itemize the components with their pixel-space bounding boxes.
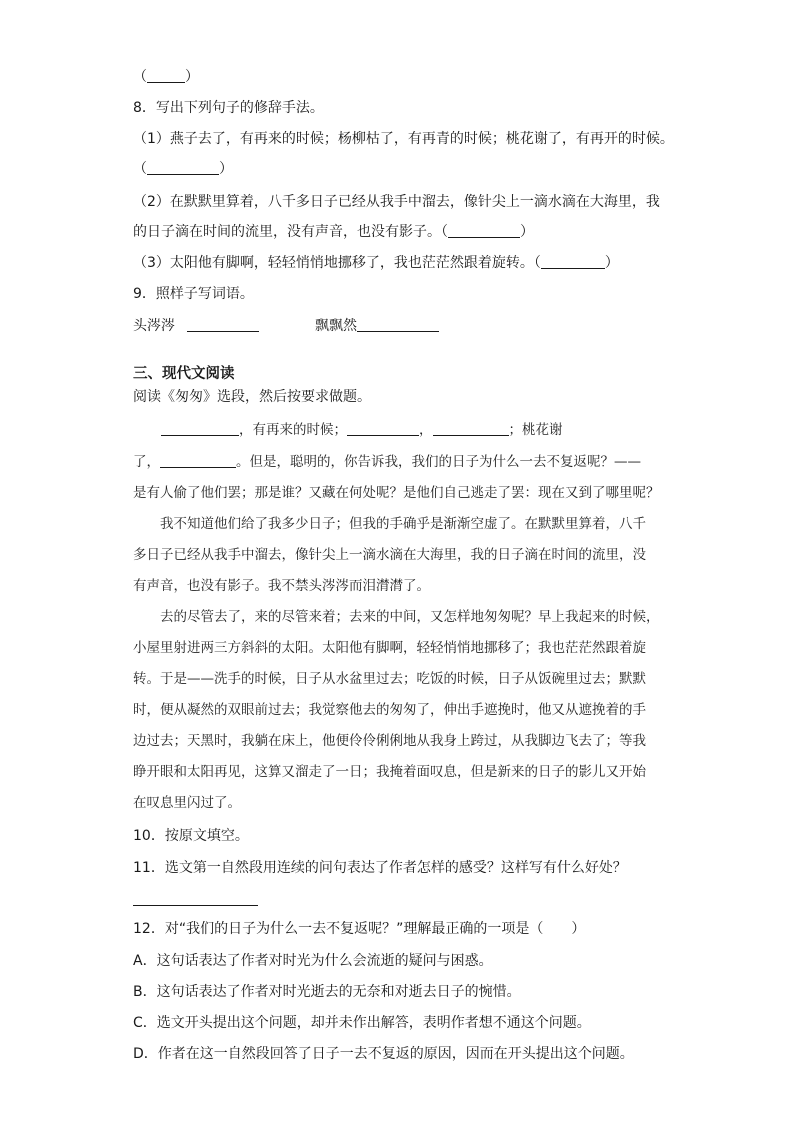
question-8-item-1: （1）燕子去了，有再来的时候；杨柳枯了，有再青的时候；桃花谢了，有再开的时候。 [133,131,674,147]
answer-blank[interactable] [147,68,185,83]
question-9-examples [133,316,439,336]
answer-blank[interactable] [160,454,236,468]
question-12-option-d[interactable]: D．作者在这一自然段回答了日子一去不复返的原因，因而在开头提出这个问题。 [133,1046,634,1062]
answer-blank[interactable] [161,422,239,436]
answer-blank-line: （ ） [133,69,199,85]
passage-line-8: 小屋里射进两三方斜斜的太阳。太阳他有脚啊，轻轻悄悄地挪移了；我也茫茫然跟着旋 [133,640,646,656]
answer-blank[interactable] [433,422,509,436]
passage-line-2: 了， 。但是，聪明的，你告诉我，我们的日子为什么一去不复返呢？—— [133,454,641,470]
question-8-item-3: （3）太阳他有脚啊，轻轻悄悄地挪移了，我也茫茫然跟着旋转。（ ） [133,255,619,271]
answer-blank[interactable] [187,317,259,332]
example-word-2: 飘飘然 [315,318,357,334]
example-word-1: 头涔涔 [133,318,175,334]
passage-line-5: 多日子已经从我手中溜去，像针尖上一滴水滴在大海里，我的日子滴在时间的流里，没 [133,547,646,563]
question-12-option-a[interactable]: A．这句话表达了作者对时光为什么会流逝的疑问与困惑。 [133,953,493,969]
answer-blank[interactable] [541,254,605,269]
question-12-option-b[interactable]: B．这句话表达了作者对时光逝去的无奈和对逝去日子的惋惜。 [133,984,521,1000]
question-8-title: 8．写出下列句子的修辞手法。 [133,100,324,116]
section-3-heading: 三、现代文阅读 [133,366,235,382]
passage-line-6: 有声音，也没有影子。我不禁头涔涔而泪潸潸了。 [133,578,430,594]
section-3-instruction: 阅读《匆匆》选段，然后按要求做题。 [133,389,371,405]
passage-line-7: 去的尽管去了，来的尽管来着；去来的中间，又怎样地匆匆呢？早上我起来的时候， [133,609,660,625]
answer-line[interactable] [133,905,258,906]
question-12-stem: 12．对“我们的日子为什么一去不复返呢？”理解最正确的一项是（ ） [133,921,586,937]
question-8-item-2-line-1: （2）在默默里算着，八千多日子已经从我手中溜去，像针尖上一滴水滴在大海里，我 [133,194,660,210]
answer-blank[interactable] [347,422,419,436]
answer-blank[interactable] [357,317,439,332]
passage-line-3: 是有人偷了他们罢；那是谁？又藏在何处呢？是他们自己逃走了罢：现在又到了哪里呢？ [133,485,660,501]
question-11: 11．选文第一自然段用连续的问句表达了作者怎样的感受？这样写有什么好处？ [133,860,627,876]
passage-line-12: 睁开眼和太阳再见，这算又溜走了一日；我掩着面叹息，但是新来的日子的影儿又开始 [133,764,646,780]
question-10: 10．按原文填空。 [133,828,249,844]
question-9-title: 9．照样子写词语。 [133,286,254,302]
question-8-item-1-answer: （ ） [133,161,233,177]
answer-blank[interactable] [448,223,520,238]
passage-line-10: 时，便从凝然的双眼前过去；我觉察他去的匆匆了，伸出手遮挽时，他又从遮挽着的手 [133,702,646,718]
passage-line-9: 转。于是——洗手的时候，日子从水盆里过去；吃饭的时候，日子从饭碗里过去；默默 [133,671,646,687]
passage-line-11: 边过去；天黑时，我躺在床上，他便伶伶俐俐地从我身上跨过，从我脚边飞去了；等我 [133,733,646,749]
passage-line-4: 我不知道他们给了我多少日子；但我的手确乎是渐渐空虚了。在默默里算着，八千 [133,516,646,532]
question-12-option-c[interactable]: C．选文开头提出这个问题，却并未作出解答，表明作者想不通这个问题。 [133,1015,591,1031]
passage-line-13: 在叹息里闪过了。 [133,795,241,811]
question-8-item-2-line-2: 的日子滴在时间的流里，没有声音，也没有影子。（ ） [133,224,534,240]
passage-line-1: ，有再来的时候； ， ；桃花谢 [133,420,563,440]
answer-blank[interactable] [147,160,219,175]
